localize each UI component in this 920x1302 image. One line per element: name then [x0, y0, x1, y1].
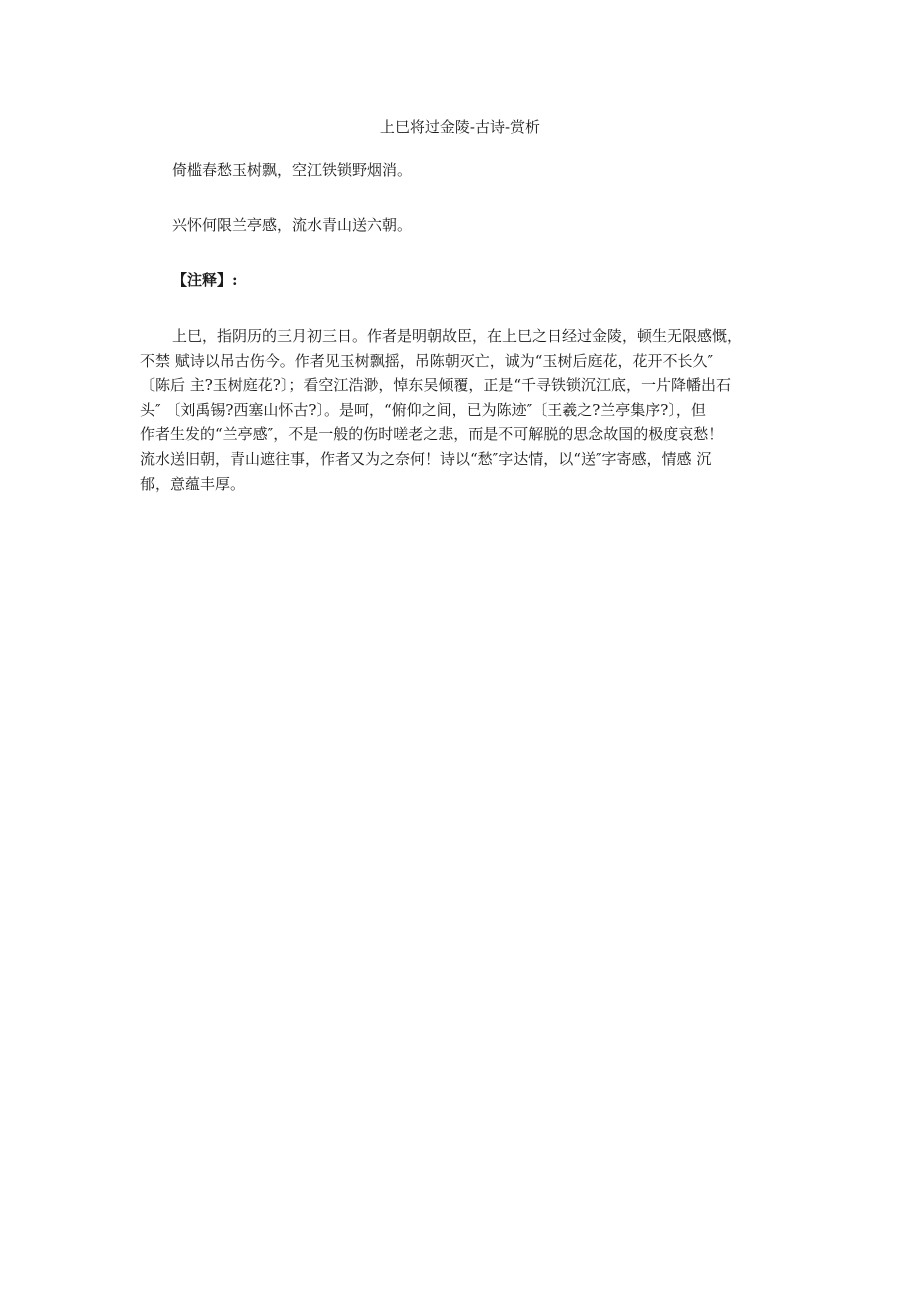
notes-line: 不禁 赋诗以吊古伤今。作者见玉树飘摇，吊陈朝灭亡，诚为“玉树后庭花，花开不长久″: [140, 351, 714, 370]
notes-line: 流水送旧朝，青山遮往事，作者又为之奈何！诗以“愁″字达情，以“送″字寄感，情感 沉: [140, 449, 712, 468]
notes-heading: 【注释】:: [172, 271, 238, 289]
poem-verse-2: 兴怀何限兰亭感，流水青山送六朝。: [172, 216, 413, 234]
document-title: 上巳将过金陵-古诗-赏析: [379, 118, 541, 136]
notes-line: 〔陈后 主?玉树庭花?〕；看空江浩渺，悼东吴倾覆，正是“千寻铁锁沉江底，一片降幡出石: [140, 376, 732, 395]
notes-paragraph: [140, 324, 820, 496]
notes-line: 作者生发的“兰亭感″，不是一般的伤时嗟老之悲，而是不可解脱的思念故国的极度哀愁！: [140, 425, 724, 444]
notes-line: 郁，意蕴丰厚。: [140, 474, 246, 493]
notes-line: 上巳，指阴历的三月初三日。作者是明朝故臣，在上巳之日经过金陵，顿生无限感慨，: [172, 327, 743, 345]
poem-verse-1: 倚槛春愁玉树飘，空江铁锁野烟消。: [172, 161, 413, 179]
notes-line: 头″ 〔刘禹锡?西塞山怀古?〕。是呵，“俯仰之间，已为陈迹″〔王羲之?兰亭集序?〕，但: [140, 400, 706, 419]
